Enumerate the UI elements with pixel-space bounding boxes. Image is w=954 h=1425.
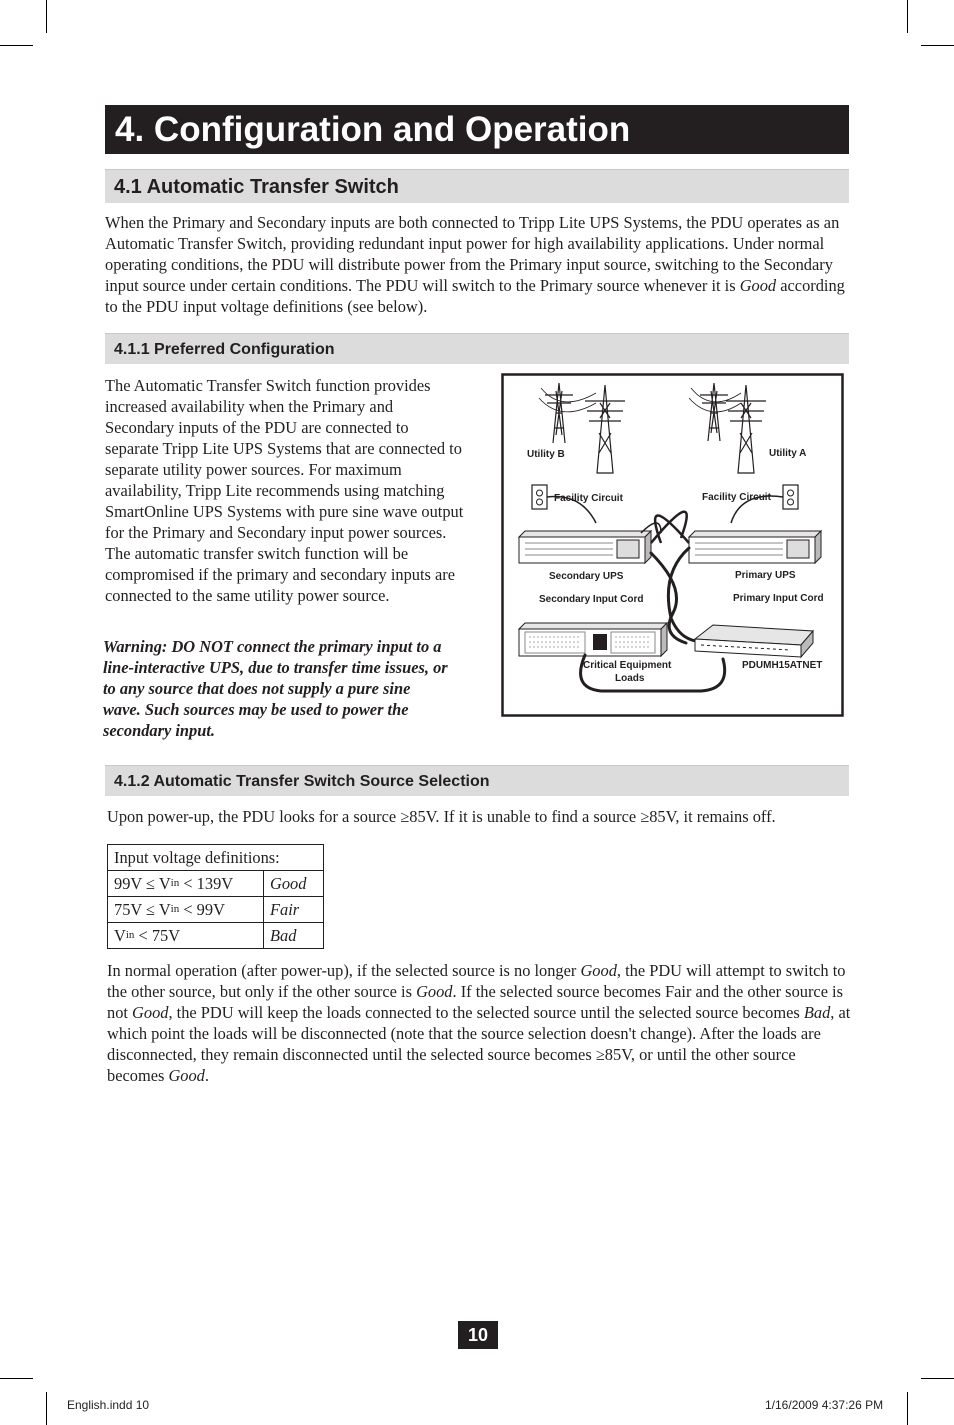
pdu-icon bbox=[695, 625, 813, 657]
source-selection-intro: Upon power-up, the PDU looks for a source ≥85V. If it is unable to find a source ≥85V, it remains off. bbox=[107, 807, 776, 826]
crop-mark bbox=[921, 1378, 954, 1379]
voltage-status: Bad bbox=[264, 923, 324, 949]
voltage-definitions-table bbox=[107, 844, 324, 949]
table-row bbox=[108, 897, 324, 923]
pdu-model-label: PDUMH15ATNET bbox=[742, 660, 823, 671]
voltage-range: $99V \le V_{in} < 139V$ bbox=[108, 871, 264, 897]
crop-mark bbox=[0, 45, 33, 46]
primary-input-cord-label: Primary Input Cord bbox=[733, 593, 824, 604]
facility-circuit-left-label: Facility Circuit bbox=[554, 493, 623, 504]
loads-label: Loads bbox=[615, 673, 645, 684]
critical-equipment-icon bbox=[519, 623, 667, 656]
ats-configuration-diagram bbox=[501, 373, 844, 717]
table-header: Input voltage definitions: bbox=[108, 845, 324, 871]
crop-mark bbox=[921, 45, 954, 46]
chapter-title: 4. Configuration and Operation bbox=[105, 105, 849, 154]
voltage-status: Good bbox=[264, 871, 324, 897]
subsection-title-preferred: 4.1.1 Preferred Configuration bbox=[105, 333, 849, 364]
secondary-ups-label: Secondary UPS bbox=[549, 571, 624, 582]
crop-mark bbox=[0, 1378, 33, 1379]
table-row bbox=[108, 871, 324, 897]
table-row bbox=[108, 845, 324, 871]
voltage-range: $75V \le V_{in} < 99V$ bbox=[108, 897, 264, 923]
primary-ups-label: Primary UPS bbox=[735, 570, 796, 581]
subsection-title-source-selection: 4.1.2 Automatic Transfer Switch Source Selection bbox=[105, 765, 849, 796]
section-intro: When the Primary and Secondary inputs are both connected to Tripp Lite UPS Systems, the PDU operates as an Automatic Transfer Switch, providing redundant input power for high availability applications. Under normal operating conditions, the PDU will distribute power from the Primary input source, switching to the Secondary input source under certain conditions. The PDU will switch to the Primary source whenever it is Good according to the PDU input voltage definitions (see below). bbox=[105, 213, 845, 316]
footer-timestamp: 1/16/2009 4:37:26 PM bbox=[765, 1398, 884, 1412]
footer-file-info: English.indd 10 bbox=[67, 1398, 150, 1412]
crop-mark bbox=[46, 0, 47, 33]
table-row bbox=[108, 923, 324, 949]
critical-equipment-label: Critical Equipment bbox=[583, 660, 672, 671]
utility-b-label: Utility B bbox=[527, 449, 565, 460]
crop-mark bbox=[907, 1392, 908, 1425]
section-title: 4.1 Automatic Transfer Switch bbox=[105, 169, 849, 203]
crop-mark bbox=[907, 0, 908, 33]
facility-circuit-right-label: Facility Circuit bbox=[702, 492, 771, 503]
warning-text: Warning: DO NOT connect the primary input to a line-interactive UPS, due to transfer time issues, or to any source that does not supply a pure sine wave. Such sources may be used to power the secondary input. bbox=[103, 637, 448, 740]
secondary-input-cord-label: Secondary Input Cord bbox=[539, 594, 644, 605]
preferred-config-text: The Automatic Transfer Switch function provides increased availability when the Primary and Secondary inputs of the PDU are connected to separate Tripp Lite UPS Systems that are connected to separate utility power sources. For maximum availability, Tripp Lite recommends using matching SmartOnline UPS Systems with pure sine wave output for the Primary and Secondary input power sources. The automatic transfer switch function will be compromised if the primary and secondary inputs are connected to the same utility power source. bbox=[105, 376, 464, 605]
voltage-range: $V_{in} < 75V$ bbox=[108, 923, 264, 949]
voltage-status: Fair bbox=[264, 897, 324, 923]
primary-ups-icon bbox=[689, 531, 821, 563]
utility-a-label: Utility A bbox=[769, 448, 807, 459]
normal-operation-text: In normal operation (after power-up), if the selected source is no longer Good, the PDU will attempt to switch to the other source, but only if the other source is Good. If the selected source becomes Fair and the other source is not Good, the PDU will keep the loads connected to the selected source until the selected source becomes Bad, at which point the loads will be disconnected (note that the source selection doesn't change). After the loads are disconnected, they remain disconnected until the selected source becomes ≥85V, or until the other source becomes Good. bbox=[107, 961, 851, 1085]
crop-mark bbox=[46, 1392, 47, 1425]
secondary-ups-icon bbox=[519, 531, 651, 563]
page-number: 10 bbox=[458, 1321, 498, 1349]
